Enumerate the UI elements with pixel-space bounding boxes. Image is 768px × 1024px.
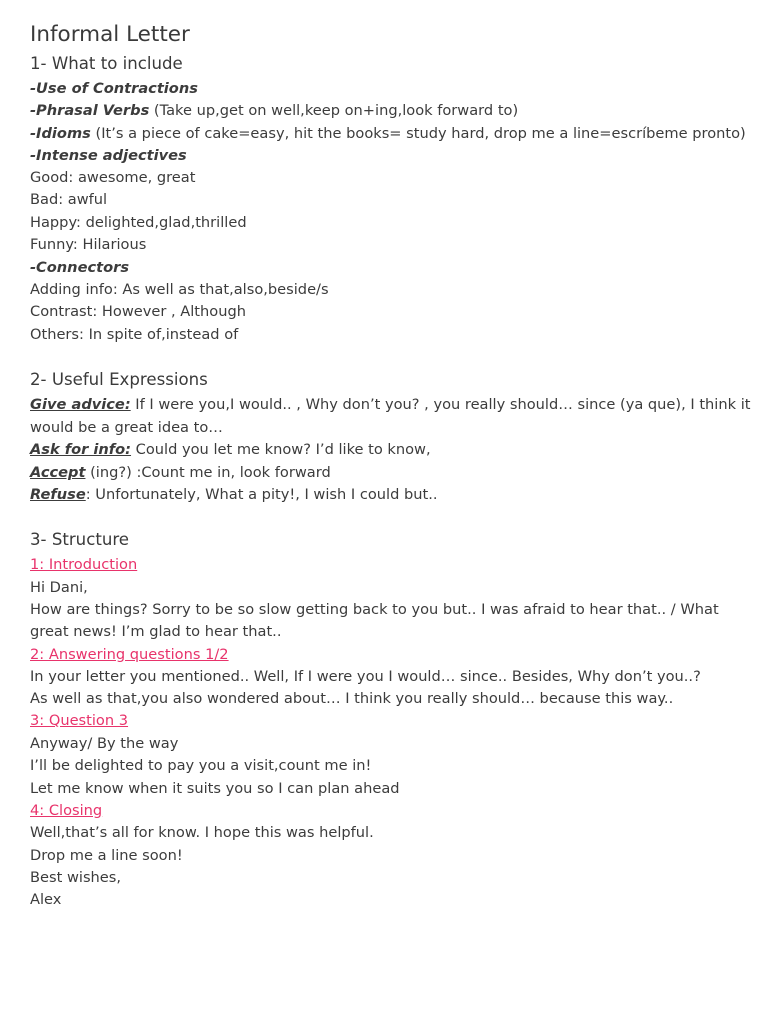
- ask-for-info-item: [30, 440, 431, 460]
- ask-for-info-text: Could you let me know? I’d like to know,: [131, 441, 431, 458]
- introduction-subheading: 1: Introduction: [30, 556, 138, 573]
- give-advice-continuation: would be a great idea to…: [30, 419, 223, 436]
- letter-signature: Alex: [30, 891, 62, 908]
- connectors-item: -Connectors: [30, 259, 130, 276]
- letter-line: I’ll be delighted to pay you a visit,count me in!: [30, 757, 372, 774]
- intense-adjectives-item: -Intense adjectives: [30, 147, 187, 164]
- give-advice-label: Give advice:: [30, 396, 131, 413]
- letter-line: Best wishes,: [30, 869, 122, 886]
- refuse-item: [30, 485, 438, 505]
- connector-line: Others: In spite of,instead of: [30, 326, 239, 343]
- give-advice-item: [30, 395, 750, 415]
- adjective-line: Happy: delighted,glad,thrilled: [30, 214, 247, 231]
- refuse-label: Refuse: [30, 486, 86, 503]
- ask-for-info-label: Ask for info:: [30, 441, 132, 458]
- adjective-line: Good: awesome, great: [30, 169, 196, 186]
- idioms-item: [30, 124, 746, 144]
- adjective-line: Funny: Hilarious: [30, 236, 147, 253]
- question-3-subheading: 3: Question 3: [30, 712, 129, 729]
- letter-line: In your letter you mentioned.. Well, If I were you I would… since.. Besides, Why don’t you..?: [30, 668, 701, 685]
- section-what-to-include-heading: 1- What to include: [30, 54, 183, 73]
- section-useful-expressions-heading: 2- Useful Expressions: [30, 370, 208, 389]
- contractions-item: -Use of Contractions: [30, 80, 198, 97]
- phrasal-verbs-label: -Phrasal Verbs: [30, 102, 150, 119]
- letter-line: As well as that,you also wondered about… I think you really should… because this way..: [30, 690, 674, 707]
- letter-line: Well,that’s all for know. I hope this was helpful.: [30, 824, 374, 841]
- idioms-label: -Idioms: [30, 125, 91, 142]
- section-structure-heading: 3- Structure: [30, 530, 130, 549]
- adjective-line: Bad: awful: [30, 191, 108, 208]
- give-advice-text: If I were you,I would.. , Why don’t you? , you really should… since (ya que), I think it: [130, 396, 751, 413]
- phrasal-verbs-item: [30, 101, 518, 121]
- accept-label: Accept: [30, 464, 86, 481]
- letter-line: How are things? Sorry to be so slow getting back to you but.. I was afraid to hear that.. / What: [30, 601, 719, 618]
- phrasal-verbs-text: (Take up,get on well,keep on+ing,look forward to): [149, 102, 519, 119]
- accept-text: (ing?) :Count me in, look forward: [85, 464, 331, 481]
- refuse-text: : Unfortunately, What a pity!, I wish I could but..: [85, 486, 438, 503]
- connector-line: Contrast: However , Although: [30, 303, 246, 320]
- letter-line: Let me know when it suits you so I can plan ahead: [30, 780, 400, 797]
- closing-subheading: 4: Closing: [30, 802, 103, 819]
- letter-line: Drop me a line soon!: [30, 847, 183, 864]
- idioms-text: (It’s a piece of cake=easy, hit the books= study hard, drop me a line=escríbeme pronto): [90, 125, 746, 142]
- answering-questions-subheading: 2: Answering questions 1/2: [30, 646, 229, 663]
- letter-line: Anyway/ By the way: [30, 735, 179, 752]
- letter-line: Hi Dani,: [30, 579, 88, 596]
- accept-item: [30, 463, 331, 483]
- connector-line: Adding info: As well as that,also,beside/s: [30, 281, 329, 298]
- page-title: Informal Letter: [30, 22, 190, 47]
- letter-line: great news! I’m glad to hear that..: [30, 623, 282, 640]
